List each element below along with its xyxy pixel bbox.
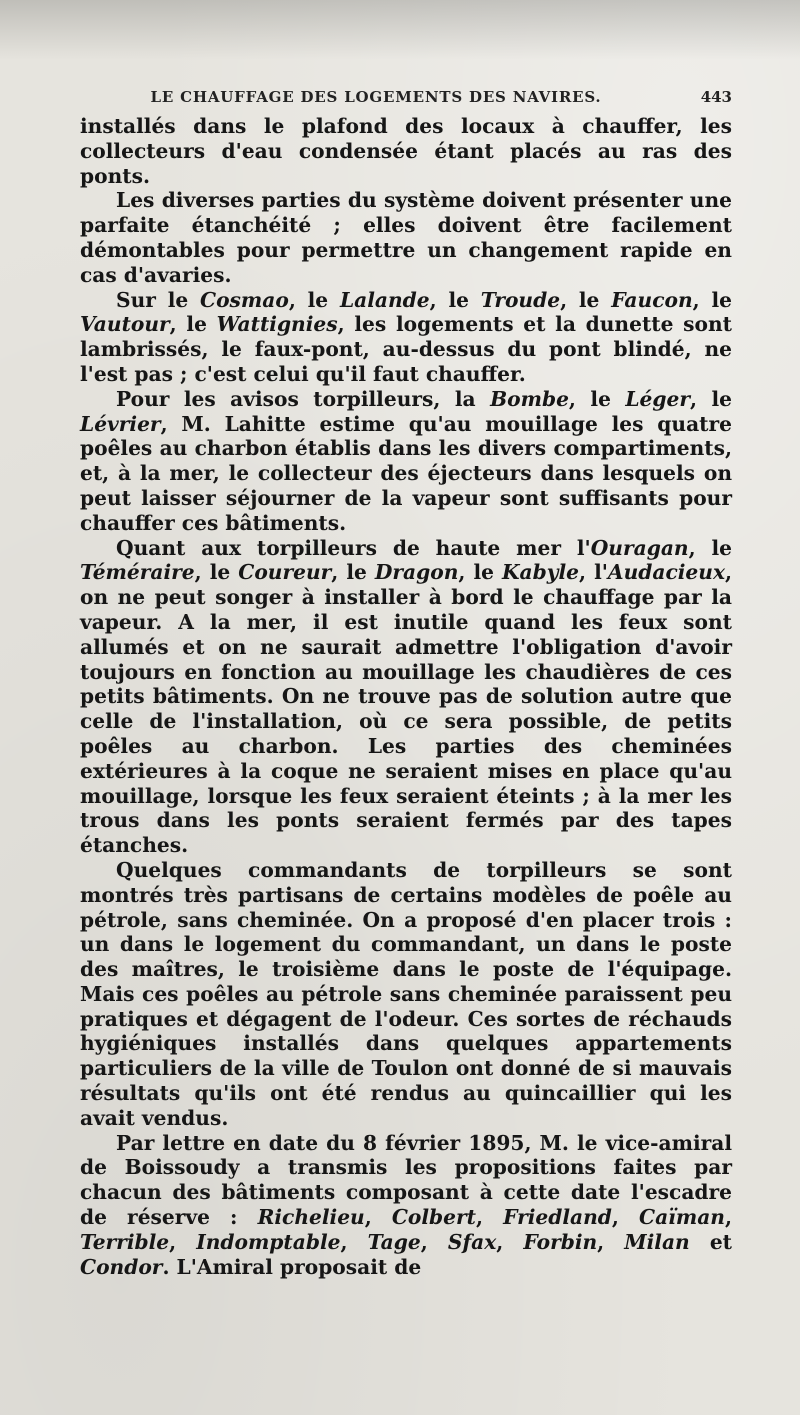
italic-text: Bombe [490,386,569,411]
text-run: Par lettre en date du 8 février 1895, M. le vice-amiral de Boissoudy a transmis les propositions faites par chacun des bâtiments composant à cette date l'escadre de réserve : [80,1130,732,1230]
text-run: , le [692,287,732,312]
italic-text: Audacieux [607,560,725,585]
text-run: , [340,1229,368,1254]
paragraph [80,536,732,858]
italic-text: Caïman [639,1205,725,1230]
paragraph [80,387,732,536]
text-run: Quelques commandants de torpilleurs se sont montrés très partisans de certains modèles de poêle au pétrole, sans cheminée. On a proposé d'en placer trois : un dans le logement du commandant, un dans le poste des maîtres, le troisième dans le poste de l'équipage. Mais ces poêles au pétrole sans cheminée paraissent peu pratiques et dégagent de l'odeur. Ces sortes de réchauds hygiéniques installés dans quelques appartements particuliers de la ville de Toulon ont donné de si mauvais résultats qu'ils ont été rendus au quincaillier qui les avait vendus. [80,857,732,1130]
text-run: , [169,1229,197,1254]
text-run: , le [690,386,732,411]
paragraph [80,188,732,287]
italic-text: Téméraire [80,560,195,585]
italic-text: Condor [80,1254,163,1279]
page-number: 443 [700,88,732,106]
italic-text: Friedland [503,1205,612,1230]
text-run: Quant aux torpilleurs de haute mer l' [116,535,591,560]
italic-text: Vautour [80,312,170,337]
scan-shadow [0,0,800,60]
text-run: , le [429,287,481,312]
text-run: , [364,1205,392,1230]
text-run: , le [458,560,502,585]
italic-text: Richelieu [257,1205,365,1230]
text-run: , M. Lahitte estime qu'au mouillage les quatre poêles au charbon établis dans les divers compartiments, et, à la mer, le collecteur des éjecteurs dans lesquels on peut laisser séjourner de la vapeur sont suffisants pour chauffer ces bâtiments. [80,411,732,535]
text-run: , [496,1229,524,1254]
italic-text: Lalande [339,287,430,312]
italic-text: Cosmao [200,287,289,312]
italic-text: Indomptable [196,1229,341,1254]
text-run: , les logements et la dunette sont lambrissés, le faux-pont, au-dessus du pont blindé, ne l'est pas ; c'est celui qu'il faut chauffer. [80,312,732,386]
italic-text: Terrible [80,1229,170,1254]
paragraph [80,858,732,1131]
text-run: , le [288,287,340,312]
text-run: , le [688,535,732,560]
italic-text: Wattignies [216,312,338,337]
text-run: , on ne peut songer à installer à bord le chauffage par la vapeur. A la mer, il est inutile quand les feux sont allumés et on ne saurait admettre l'obligation d'avoir toujours en fonction au mouillage les chaudières de ces petits bâtiments. On ne trouve pas de solution autre que celle de l'installation, où ce sera possible, de petits poêles au charbon. Les parties des cheminées extérieures à la coque ne seraient mises en place qu'au mouillage, lorsque les feux seraient éteints ; à la mer les trous dans les ponts seraient fermés par des tapes étanches. [80,560,733,858]
text-run: et [689,1229,733,1254]
text-run: . L'Amiral proposait de [162,1254,422,1279]
paragraph [80,1131,732,1280]
text-run: , le [194,560,239,585]
page-header [80,88,732,112]
text-run: , [597,1229,625,1254]
text-run: , le [331,560,375,585]
paragraph [80,114,732,188]
italic-text: Colbert [391,1205,476,1230]
italic-text: Lévrier [80,411,161,436]
text-run: , [724,1205,732,1230]
italic-text: Sfax [447,1229,497,1254]
text-run: , le [560,287,612,312]
text-run: , le [169,312,217,337]
italic-text: Ouragan [590,535,689,560]
italic-text: Milan [624,1229,690,1254]
italic-text: Tage [367,1229,421,1254]
italic-text: Troude [480,287,561,312]
body-text [80,114,732,1279]
text-run: , [611,1205,640,1230]
italic-text: Dragon [374,560,459,585]
text-run: , le [568,386,626,411]
italic-text: Kabyle [502,560,579,585]
running-head: LE CHAUFFAGE DES LOGEMENTS DES NAVIRES. [150,88,602,106]
italic-text: Léger [625,386,690,411]
text-run: Sur le [116,287,200,312]
italic-text: Faucon [611,287,693,312]
text-run: , l' [579,560,608,585]
text-run: , [420,1229,448,1254]
text-run: Pour les avisos torpilleurs, la [116,386,491,411]
text-run: , [475,1205,504,1230]
text-run: installés dans le plafond des locaux à chauffer, les collecteurs d'eau condensée étant placés au ras des ponts. [80,114,732,188]
italic-text: Coureur [238,560,332,585]
italic-text: Forbin [523,1229,598,1254]
text-run: Les diverses parties du système doivent présenter une parfaite étanchéité ; elles doivent être facilement démontables pour permettre un changement rapide en cas d'avaries. [80,188,732,287]
paragraph [80,288,732,387]
